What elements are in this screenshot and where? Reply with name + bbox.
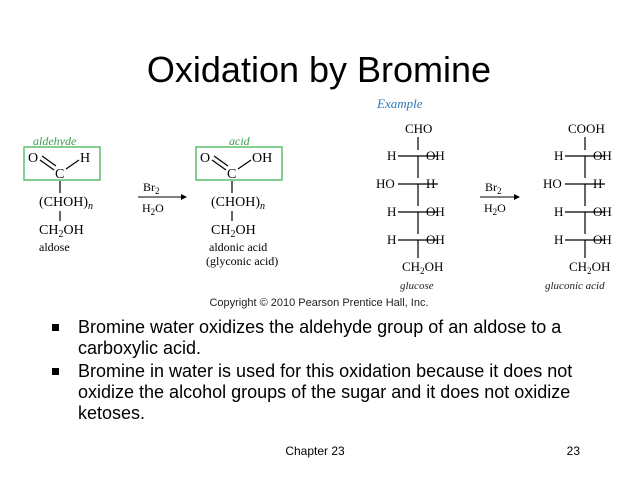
svg-text:H: H	[554, 232, 564, 247]
example-reagent	[480, 180, 520, 217]
page-number: 23	[566, 444, 580, 458]
svg-text:OH: OH	[426, 232, 445, 247]
aldose-carbon: C	[55, 167, 65, 182]
svg-text:H: H	[554, 204, 564, 219]
svg-text:CH2OH: $CH_2OH$	[569, 259, 611, 276]
svg-text:HO: HO	[543, 176, 562, 191]
svg-text:H: H	[554, 148, 564, 163]
aldonic-acid-name: aldonic acid	[209, 240, 268, 254]
bullet-item	[50, 317, 610, 359]
svg-text:COOH: COOH	[568, 121, 605, 136]
svg-text:CH2OH: $CH_2OH$	[402, 259, 444, 276]
bullet-text: Bromine water oxidizes the aldehyde group of an aldose to a carboxylic acid.	[78, 317, 562, 358]
svg-text:OH: OH	[252, 151, 273, 166]
svg-text:H2O: $H_2O$	[142, 201, 164, 217]
svg-text:OH: OH	[593, 204, 612, 219]
aldose-oxygen: O	[28, 151, 39, 166]
svg-text:OH: OH	[426, 148, 445, 163]
svg-text:H: H	[387, 148, 397, 163]
svg-text:Br2: $Br_2$	[485, 180, 502, 196]
copyright-notice: Copyright © 2010 Pearson Prentice Hall, Inc.	[209, 297, 429, 309]
svg-text:CHO: CHO	[405, 121, 433, 136]
acid-label: acid	[229, 134, 250, 148]
aldose-chain: $(CHOH)_n$	[39, 195, 93, 212]
svg-text:H: H	[387, 204, 397, 219]
aldonic-acid-structure	[196, 134, 282, 268]
glyconic-acid-name: (glyconic acid)	[206, 254, 279, 268]
svg-text:H: H	[593, 176, 603, 191]
slide-title: Oxidation by Bromine	[146, 49, 492, 90]
aldose-structure	[24, 134, 100, 254]
svg-text:OH: OH	[426, 204, 445, 219]
svg-text:H: H	[426, 176, 436, 191]
svg-text:(CHOH)n: $(CHOH)_n$	[211, 195, 265, 212]
glucose-name: glucose	[400, 280, 434, 292]
aldose-name: aldose	[39, 240, 70, 254]
svg-text:H: H	[387, 232, 397, 247]
svg-text:O: O	[200, 151, 211, 166]
general-reagent	[138, 180, 187, 217]
svg-text:Br2: $Br_2$	[143, 180, 160, 196]
square-bullet-icon	[52, 368, 59, 375]
square-bullet-icon	[52, 324, 59, 331]
svg-text:CH2OH: $CH_2OH$	[211, 223, 256, 240]
svg-text:C: C	[227, 167, 237, 182]
aldose-ch2oh: $CH_2OH$	[39, 223, 84, 240]
glucose-structure	[376, 121, 445, 292]
svg-text:OH: OH	[593, 232, 612, 247]
svg-text:H2O: $H_2O$	[484, 201, 506, 217]
bullet-text: Bromine in water is used for this oxidation because it does not oxidize the alcohol groups of the sugar and it does not oxidize ketoses.	[78, 361, 573, 423]
example-label: Example	[377, 96, 423, 111]
svg-text:HO: HO	[376, 176, 395, 191]
aldose-hydrogen: H	[80, 151, 91, 166]
svg-text:OH: OH	[593, 148, 612, 163]
bullet-list	[50, 317, 610, 426]
gluconic-acid-name: gluconic acid	[545, 280, 605, 292]
gluconic-acid-structure	[543, 121, 612, 292]
aldehyde-label: aldehyde	[33, 134, 77, 148]
footer-chapter: Chapter 23	[285, 444, 345, 458]
bullet-item	[50, 361, 610, 424]
